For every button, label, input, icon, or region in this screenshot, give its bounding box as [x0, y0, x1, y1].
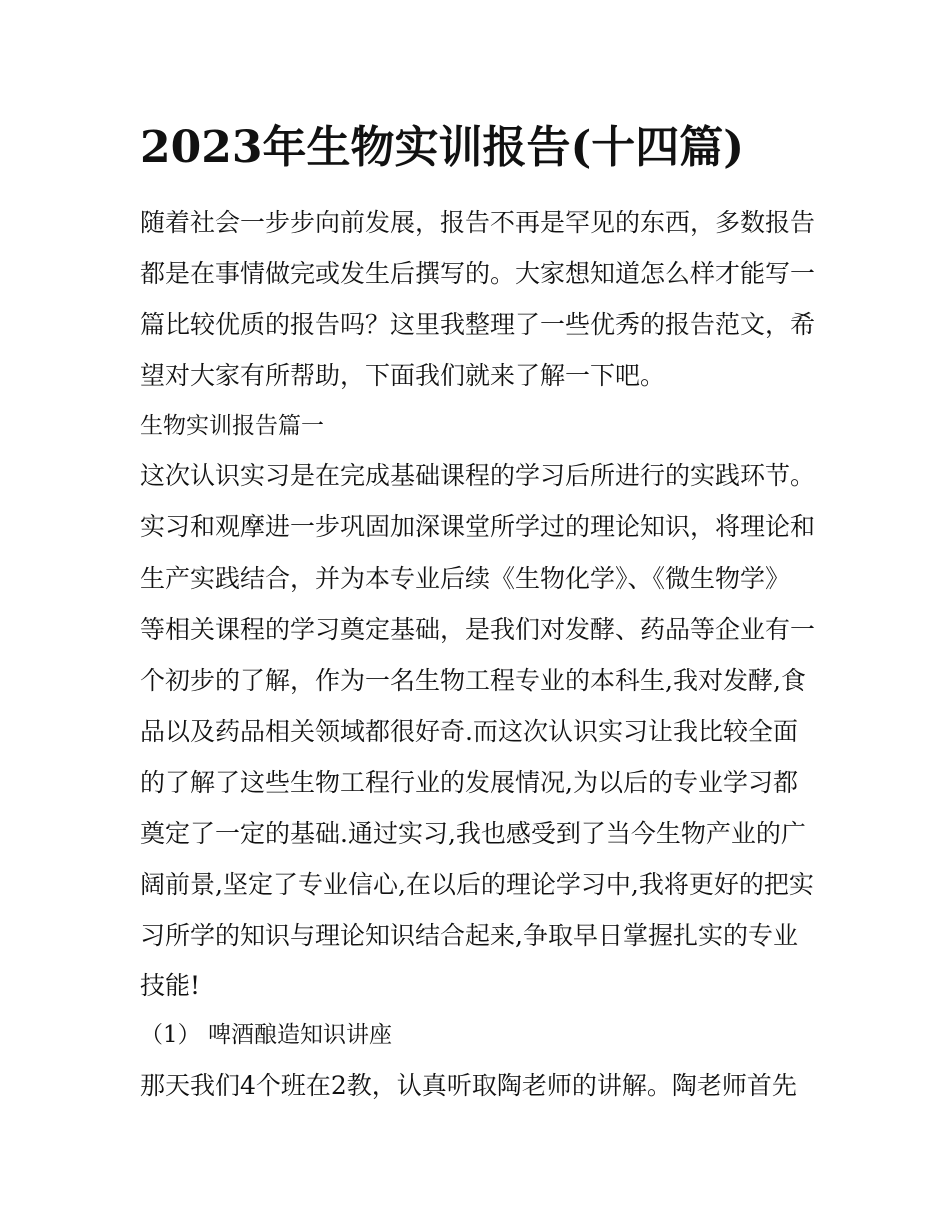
- body-line-10: 习所学的知识与理论知识结合起来,争取早日掌握扎实的专业: [140, 921, 798, 950]
- body-line-1: 这次认识实习是在完成基础课程的学习后所进行的实践环节。: [140, 461, 816, 490]
- body-line-4: 等相关课程的学习奠定基础，是我们对发酵、药品等企业有一: [140, 615, 816, 644]
- body-line-11: 技能!: [140, 971, 201, 1000]
- closing-line: 那天我们4个班在2教，认真听取陶老师的讲解。陶老师首先: [140, 1071, 797, 1100]
- intro-line-4: 望对大家有所帮助，下面我们就来了解一下吧。: [140, 361, 666, 390]
- body-line-5: 个初步的了解，作为一名生物工程专业的本科生,我对发酵,食: [140, 666, 806, 695]
- body-line-9: 阔前景,坚定了专业信心,在以后的理论学习中,我将更好的把实: [140, 870, 814, 899]
- section-heading: 生物实训报告篇一: [140, 413, 324, 439]
- intro-line-1: 随着社会一步步向前发展，报告不再是罕见的东西，多数报告: [140, 208, 816, 237]
- body-line-3: 生产实践结合，并为本专业后续《生物化学》、《微生物学》: [140, 564, 791, 593]
- intro-line-3: 篇比较优质的报告吗？这里我整理了一些优秀的报告范文，希: [140, 310, 816, 339]
- body-line-6: 品以及药品相关领域都很好奇.而这次认识实习让我比较全面: [140, 717, 798, 746]
- body-line-7: 的了解了这些生物工程行业的发展情况,为以后的专业学习都: [140, 768, 798, 797]
- intro-line-2: 都是在事情做完或发生后撰写的。大家想知道怎么样才能写一: [140, 259, 816, 288]
- body-line-8: 奠定了一定的基础.通过实习,我也感受到了当今生物产业的广: [140, 819, 806, 848]
- subsection-heading: （1） 啤酒酿造知识讲座: [140, 1022, 392, 1048]
- document-title: 2023年生物实训报告(十四篇): [140, 122, 745, 173]
- body-line-2: 实习和观摩进一步巩固加深课堂所学过的理论知识，将理论和: [140, 512, 816, 541]
